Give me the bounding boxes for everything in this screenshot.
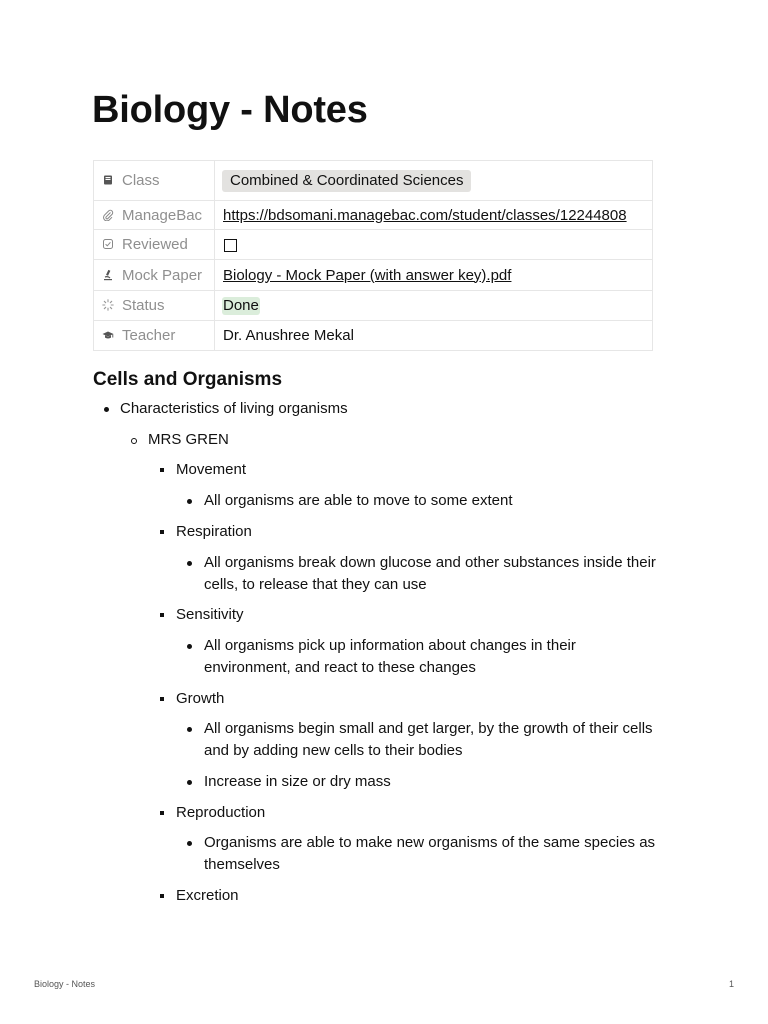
page-title: Biology - Notes — [92, 89, 368, 131]
property-row-managebac — [94, 201, 653, 230]
list-item — [204, 718, 690, 762]
property-name-teacher — [94, 321, 215, 351]
list-item-text: Movement — [176, 461, 247, 479]
list-item-text: All organisms pick up information about changes in their — [204, 636, 576, 654]
footer-page-number: 1 — [728, 979, 734, 989]
list-item — [204, 832, 690, 876]
list-item-text: Excretion — [176, 887, 239, 905]
property-label: ManageBac — [122, 206, 203, 224]
footer-doc-name: Biology - Notes — [34, 979, 96, 989]
loading-icon — [102, 299, 114, 311]
property-row-reviewed — [94, 230, 653, 260]
list-item-text: Increase in size or dry mass — [204, 773, 391, 790]
property-row-class — [94, 161, 653, 201]
property-value-status — [215, 291, 653, 321]
property-row-teacher — [94, 321, 653, 351]
list-item-text: Growth — [176, 689, 225, 707]
list-item — [204, 490, 690, 512]
managebac-link[interactable]: https://bdsomani.managebac.com/student/classes/12244808 — [223, 206, 627, 224]
list-item-text: Sensitivity — [176, 606, 244, 624]
list-item — [176, 459, 690, 481]
list-item — [148, 429, 690, 451]
property-label: Reviewed — [122, 236, 188, 253]
list-item — [176, 885, 690, 907]
bullet-marker — [131, 438, 137, 444]
bullet-marker — [160, 894, 164, 898]
property-name-status — [94, 291, 215, 321]
bullet-marker — [187, 727, 192, 732]
property-row-status — [94, 291, 653, 321]
property-row-mock-paper — [94, 260, 653, 291]
bullet-marker — [160, 697, 164, 701]
property-value-teacher: Dr. Anushree Mekal — [215, 321, 653, 351]
list-item-text: Reproduction — [176, 803, 266, 821]
property-value-mock-paper — [215, 260, 653, 291]
property-name-class — [94, 161, 215, 201]
microscope-icon — [102, 269, 114, 281]
list-item — [176, 688, 690, 710]
bullet-marker — [160, 530, 164, 534]
bullet-marker — [187, 841, 192, 846]
property-label: Teacher — [122, 327, 176, 344]
graduation-cap-icon — [102, 329, 114, 341]
class-tag[interactable]: Combined & Coordinated Sciences — [222, 170, 471, 192]
mock-paper-link[interactable]: Biology - Mock Paper (with answer key).pdf — [223, 266, 512, 284]
list-item — [204, 771, 690, 793]
paperclip-icon — [102, 209, 114, 221]
list-item-text: Characteristics of living organisms — [120, 400, 348, 417]
list-item-text: and by adding new cells to their bodies — [204, 742, 463, 760]
bullet-marker — [187, 780, 192, 785]
list-item-text: cells, to release that they can use — [204, 575, 427, 593]
bullet-marker — [160, 613, 164, 617]
list-item-text: themselves — [204, 856, 280, 874]
checkbox-icon — [102, 238, 114, 250]
property-name-managebac — [94, 201, 215, 230]
bullet-marker — [160, 468, 164, 472]
property-label: Class — [122, 172, 160, 189]
property-label: Status — [122, 297, 165, 314]
bullet-marker — [104, 407, 109, 412]
bullet-marker — [187, 644, 192, 649]
list-item — [176, 604, 690, 626]
list-item-text: All organisms begin small and get larger, by the growth of their cells — [204, 720, 653, 738]
property-value-managebac — [215, 201, 653, 230]
list-item — [176, 802, 690, 824]
property-value-class — [215, 161, 653, 201]
property-value-reviewed — [215, 230, 653, 260]
bullet-marker — [187, 499, 192, 504]
list-item-text: Respiration — [176, 522, 252, 540]
list-item-text: MRS GREN — [148, 430, 229, 448]
list-item-text: All organisms break down glucose and other substances inside their — [204, 553, 656, 571]
reviewed-checkbox[interactable] — [224, 239, 237, 252]
property-name-mock-paper — [94, 260, 215, 291]
properties-table — [93, 160, 653, 351]
book-icon — [102, 174, 114, 186]
list-item-text: All organisms are able to move to some extent — [204, 492, 513, 510]
section-heading: Cells and Organisms — [93, 369, 283, 390]
list-item — [120, 398, 690, 420]
list-item — [176, 521, 690, 543]
list-item-text: Organisms are able to make new organisms of the same species as — [204, 834, 656, 852]
bullet-marker — [160, 811, 164, 815]
property-name-reviewed — [94, 230, 215, 260]
property-label: Mock Paper — [122, 266, 203, 284]
bullet-marker — [187, 561, 192, 566]
list-item — [204, 552, 690, 596]
status-badge[interactable]: Done — [223, 296, 259, 314]
list-item — [204, 635, 690, 679]
list-item-text: environment, and react to these changes — [204, 658, 476, 676]
